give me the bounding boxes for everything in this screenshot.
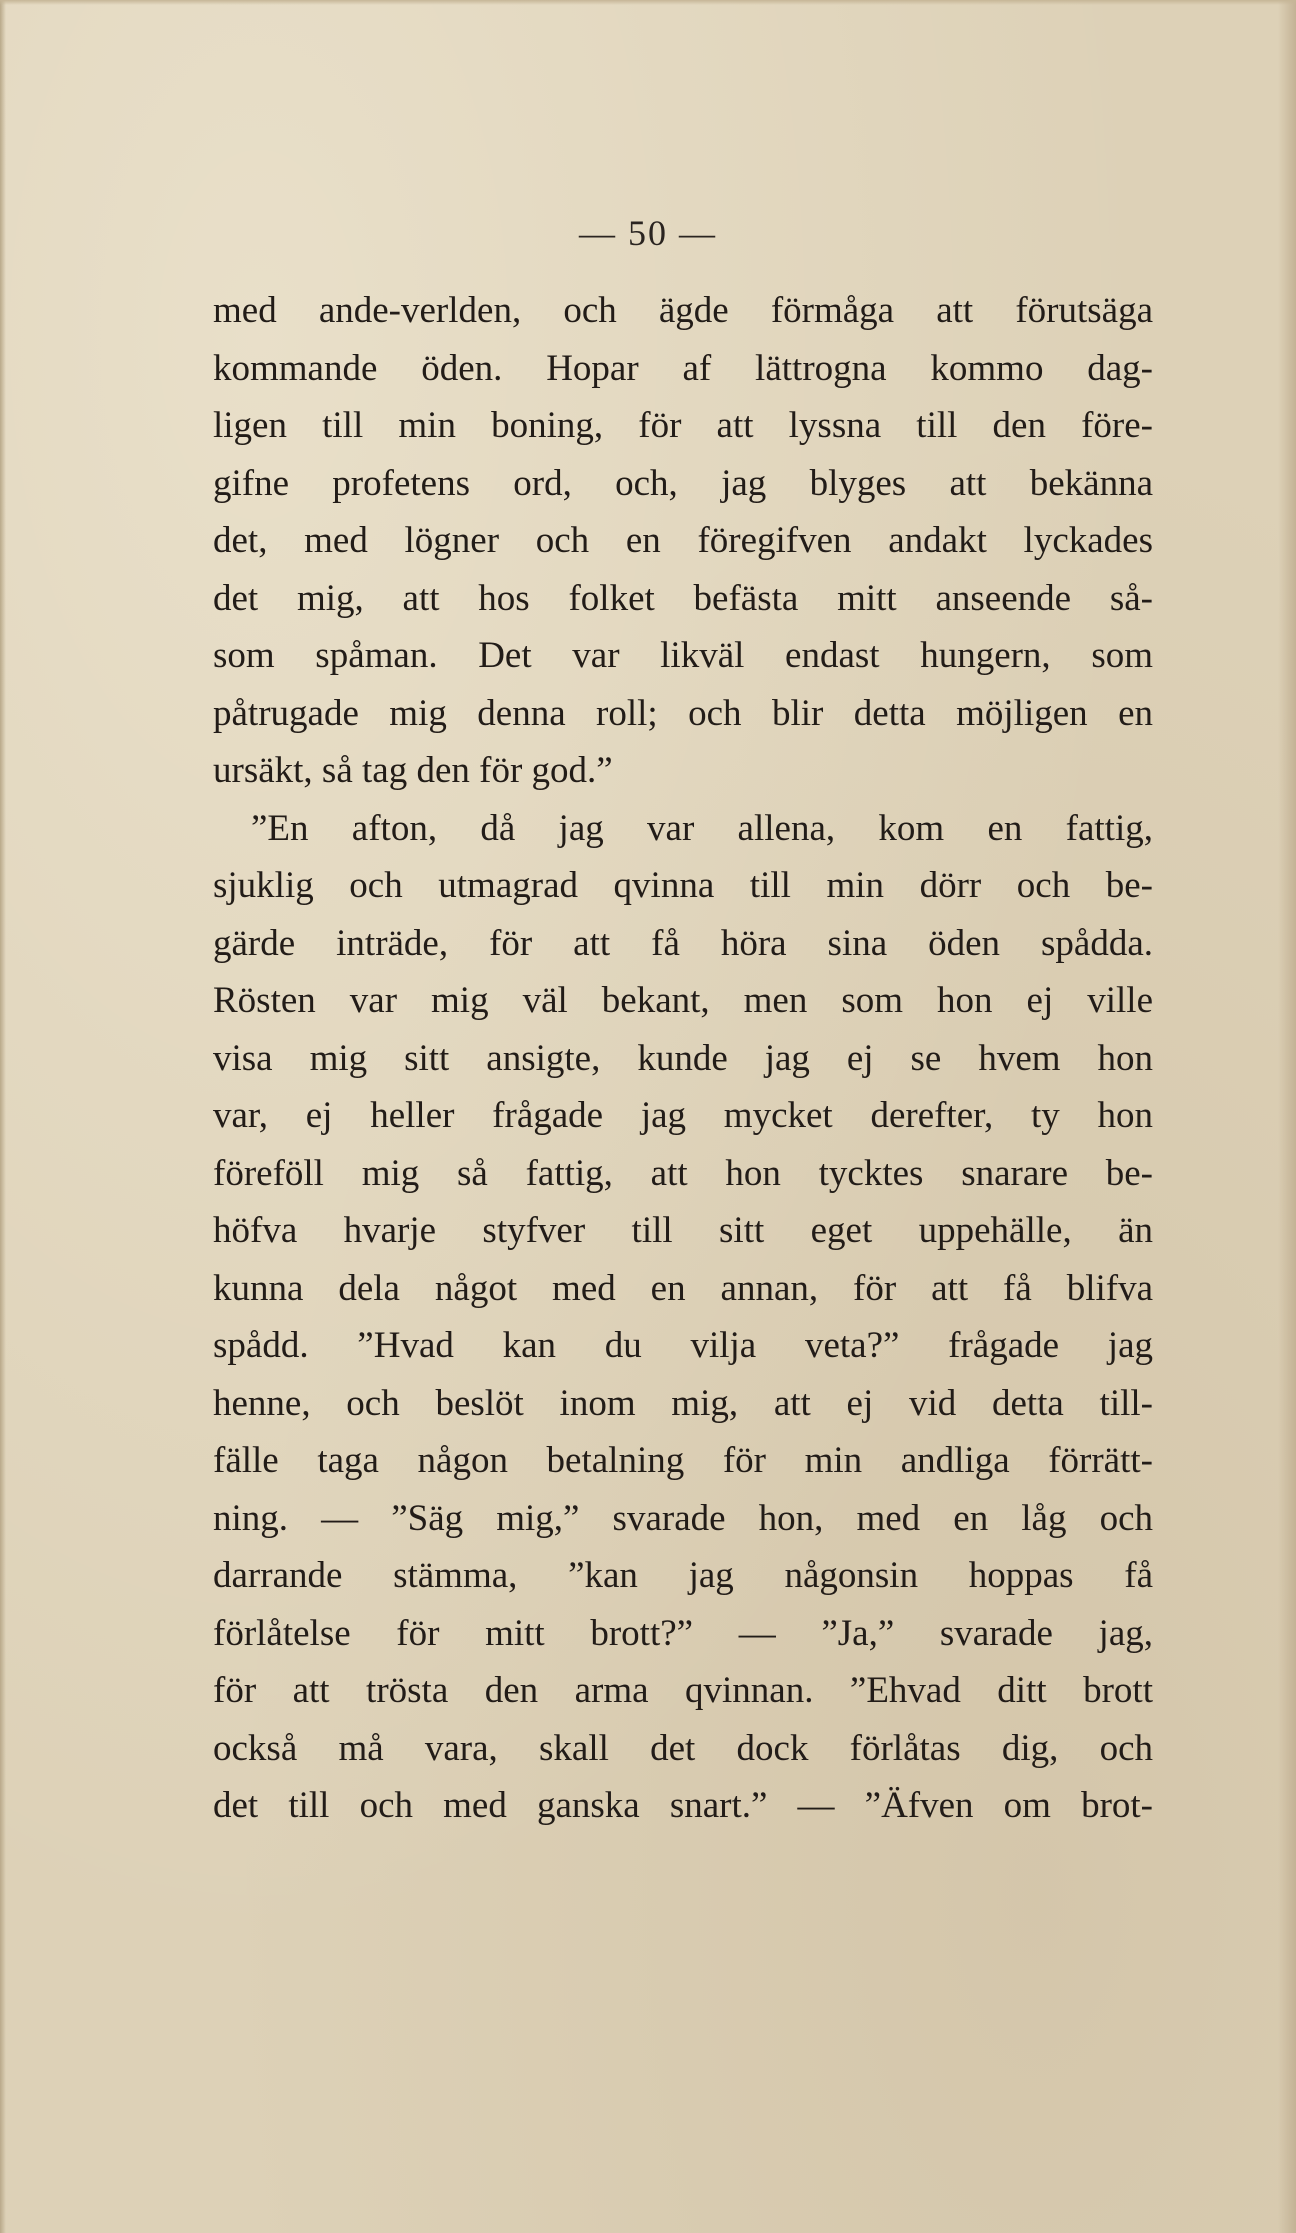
- text-line: gärde inträde, för att få höra sina öden spådda.: [213, 922, 1153, 964]
- text-line: kunna dela något med en annan, för att få blifva: [213, 1267, 1153, 1309]
- text-line: med ande-verlden, och ägde förmåga att förutsäga: [213, 290, 1153, 331]
- text-line: sjuklig och utmagrad qvinna till min dörr och be-: [213, 865, 1153, 906]
- text-line: henne, och beslöt inom mig, att ej vid detta till-: [213, 1382, 1153, 1424]
- page-edge-left: [0, 0, 6, 2233]
- page-edge-right: [1278, 0, 1296, 2233]
- text-line: gifne profetens ord, och, jag blyges att bekänna: [213, 462, 1153, 504]
- text-line: spådd. ”Hvad kan du vilja veta?” frågade jag: [213, 1325, 1153, 1366]
- page-edge-top: [0, 0, 1296, 5]
- text-line: ”En afton, då jag var allena, kom en fattig,: [251, 807, 1153, 849]
- text-line: var, ej heller frågade jag mycket derefter, ty hon: [213, 1095, 1153, 1136]
- text-line: Rösten var mig väl bekant, men som hon ej ville: [213, 980, 1153, 1021]
- text-line: det till och med ganska snart.” — ”Äfven om brot-: [213, 1785, 1153, 1826]
- text-line: ligen till min boning, för att lyssna till den före-: [213, 405, 1153, 446]
- text-line: darrande stämma, ”kan jag någonsin hoppas få: [213, 1555, 1153, 1596]
- text-line: också må vara, skall det dock förlåtas dig, och: [213, 1727, 1153, 1769]
- page-number: — 50 —: [579, 213, 717, 253]
- text-line: som spåman. Det var likväl endast hungern, som: [213, 635, 1153, 676]
- text-line: ning. — ”Säg mig,” svarade hon, med en låg och: [213, 1497, 1153, 1539]
- text-line: föreföll mig så fattig, att hon tycktes snarare be-: [213, 1152, 1153, 1194]
- text-line: det, med lögner och en föregifven andakt lyckades: [213, 520, 1153, 561]
- text-line: det mig, att hos folket befästa mitt anseende så-: [213, 577, 1153, 619]
- text-line: för att trösta den arma qvinnan. ”Ehvad ditt brott: [213, 1670, 1153, 1711]
- text-line: förlåtelse för mitt brott?” — ”Ja,” svarade jag,: [213, 1612, 1153, 1654]
- text-line: kommande öden. Hopar af lättrogna kommo dag-: [213, 347, 1153, 389]
- text-line: ursäkt, så tag den för god.”: [213, 750, 613, 791]
- text-line: påtrugade mig denna roll; och blir detta möjligen en: [213, 692, 1153, 734]
- text-line: fälle taga någon betalning för min andliga förrätt-: [213, 1440, 1153, 1481]
- body-text: [213, 282, 1153, 1835]
- text-line: visa mig sitt ansigte, kunde jag ej se hvem hon: [213, 1037, 1153, 1079]
- text-line: höfva hvarje styfver till sitt eget uppehälle, än: [213, 1210, 1153, 1251]
